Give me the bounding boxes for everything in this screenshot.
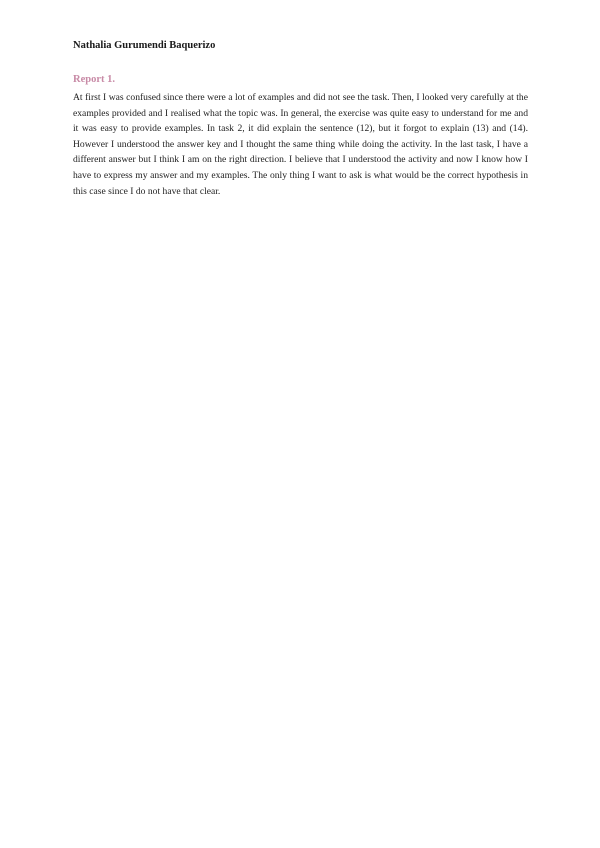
report-body-paragraph: At first I was confused since there were a lot of examples and did not see the task. Then, I looked very carefully at the examples provided and I realised what the topic was. In general, the exercise was quite easy to understand for me and it was easy to provide examples. In task 2, it did explain the sentence (12), but it forgot to explain (13) and (14). However I understood the answer key and I thought the same thing while doing the activity. In the last task, I have a different answer but I think I am on the right direction. I believe that I understood the activity and now I know how I have to express my answer and my examples. The only thing I want to ask is what would be the correct hypothesis in this case since I do not have that clear. — [73, 92, 528, 197]
report-heading: Report 1. — [73, 74, 115, 85]
author-name: Nathalia Gurumendi Baquerizo — [73, 40, 216, 51]
